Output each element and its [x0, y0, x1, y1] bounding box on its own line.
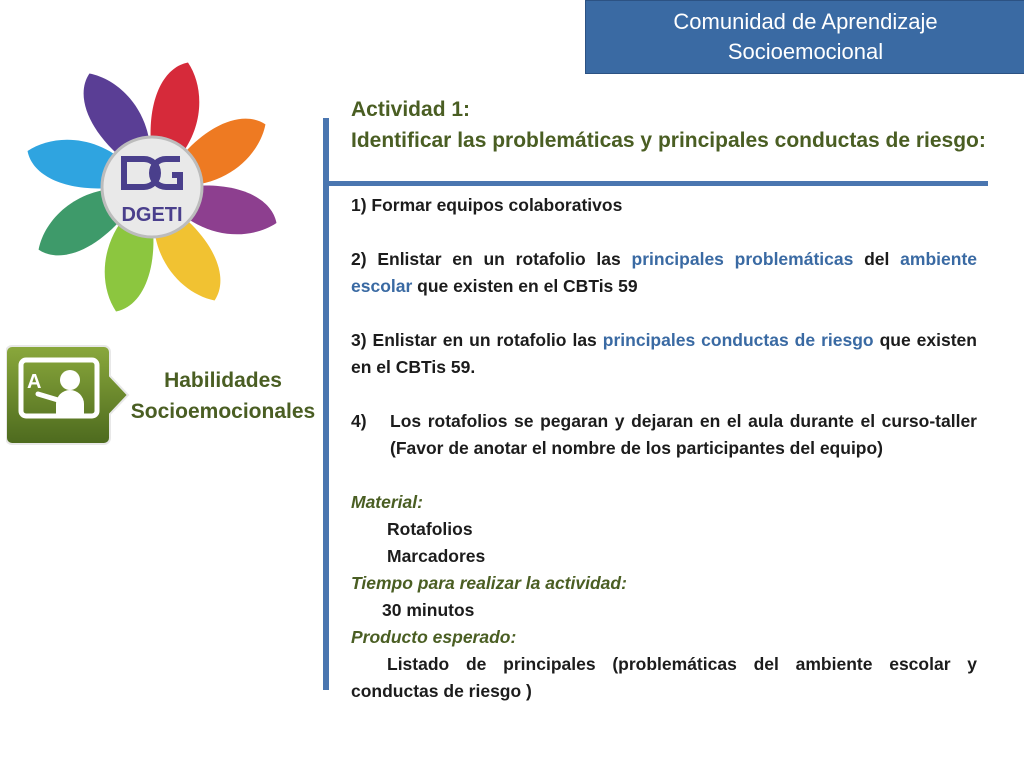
- item-2-highlight-1: principales problemáticas: [631, 249, 854, 269]
- item-2-highlight-2: ambiente escolar: [351, 249, 977, 296]
- activity-title-line1: Actividad 1:: [351, 98, 471, 121]
- item-2-text-a: 2) Enlistar en un rotafolio las: [351, 249, 632, 269]
- dgeti-logo: [20, 55, 285, 320]
- horizontal-divider: [329, 181, 988, 186]
- item-4-number: 4): [351, 411, 367, 431]
- tiempo-value: 30 minutos: [382, 600, 475, 620]
- item-3: [351, 327, 977, 381]
- header-line1: Comunidad de Aprendizaje: [673, 9, 938, 34]
- item-3-text-a: 3) Enlistar en un rotafolio las: [351, 330, 603, 350]
- item-3-text-b: que existen en el CBTis 59.: [351, 330, 977, 377]
- tiempo-label: Tiempo para realizar la actividad:: [351, 573, 627, 593]
- header-line2: Socioemocional: [727, 39, 884, 64]
- habilidades-label: [118, 365, 328, 427]
- item-2: [351, 246, 977, 300]
- producto-value: Listado de principales (problemáticas del ambiente escolar y conductas de riesgo ): [351, 654, 977, 701]
- producto-label: Producto esperado:: [351, 627, 517, 647]
- item-4-text: Los rotafolios se pegaran y dejaran en el aula durante el curso-taller (Favor de anotar el nombre de los participantes del equipo): [390, 411, 977, 458]
- teacher-board-icon: [6, 344, 132, 446]
- activity-title-line2: Identificar las problemáticas y principales conductas de riesgo:: [351, 129, 986, 152]
- activity-title: [351, 94, 1021, 156]
- item-2-text-c: que existen en el CBTis 59: [412, 276, 638, 296]
- material-item-1: Rotafolios: [387, 519, 473, 539]
- svg-text:A: A: [27, 371, 42, 393]
- habilidades-line2: Socioemocionales: [130, 400, 316, 423]
- item-4: [351, 408, 977, 462]
- header-banner: [585, 0, 1024, 74]
- activity-content: [351, 192, 977, 705]
- item-2-text-b: del: [853, 249, 901, 269]
- item-3-highlight: principales conductas de riesgo: [602, 330, 874, 350]
- material-label: Material:: [351, 492, 423, 512]
- item-1: 1) Formar equipos colaborativos: [351, 195, 623, 215]
- logo-text: DGETI: [121, 204, 183, 226]
- material-item-2: Marcadores: [387, 546, 486, 566]
- habilidades-line1: Habilidades: [164, 369, 282, 392]
